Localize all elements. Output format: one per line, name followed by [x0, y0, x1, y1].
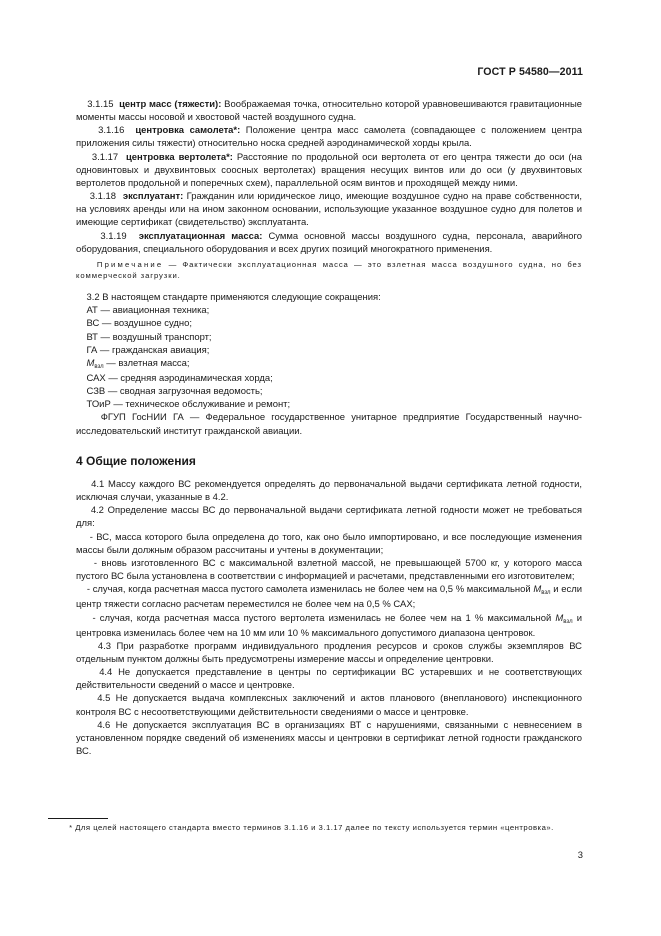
clause-4-5	[76, 692, 582, 718]
definition-text: Сумма основной массы воздушного судна, персонала, аварийного оборудования, специального оборудования и всех других позиций многократного применения.	[76, 230, 582, 255]
abbreviation-item	[76, 304, 582, 317]
abbreviation-text: САХ — средняя аэродинамическая хорда;	[86, 373, 273, 384]
clause-4-4	[76, 666, 582, 692]
definition-term: центровка вертолета*:	[126, 151, 233, 163]
section-heading: 4 Общие положения	[76, 453, 196, 468]
definition-text: Положение центра масс самолета (совпадающее с положением центра приложения силы тяжести) относительно носка средней аэродинамической хорды крыла.	[76, 125, 583, 150]
symbol-subscript: взл	[563, 618, 573, 625]
document-body	[76, 98, 582, 758]
abbreviation-item	[76, 317, 582, 330]
abbreviation-item	[76, 411, 582, 437]
note-label: Примечание	[96, 259, 164, 269]
footnote-separator	[48, 818, 108, 819]
definition-number: 3.1.18	[89, 191, 116, 203]
definition-number: 3.1.19	[100, 230, 127, 242]
clause-text: 4.2 Определение массы ВС до первоначальной выдачи сертификата летной годности может не требоваться для:	[76, 505, 582, 530]
abbreviations-intro-text: 3.2 В настоящем стандарте применяются следующие сокращения:	[86, 292, 381, 304]
clause-4-6	[76, 719, 582, 758]
definition-text: Гражданин или юридическое лицо, имеющие воздушное судно на праве собственности, на условиях аренды или на ином законном основании, использующие указанное воздушное судно для полетов и имеющие сертификат (свидетельство) эксплуатанта.	[76, 191, 582, 229]
abbreviation-text: ГА — гражданская авиация;	[86, 344, 210, 356]
abbreviation-item	[76, 398, 582, 411]
definition-term: центр масс (тяжести):	[119, 99, 222, 110]
clause-4-1	[76, 478, 582, 504]
abbreviation-item	[76, 372, 582, 385]
clause-4-2	[76, 504, 582, 530]
definition-text: Воображаемая точка, относительно которой уравновешиваются гравитационные моменты массы носовой и хвостовой частей воздушного судна.	[76, 99, 583, 124]
symbol-subscript: взл	[541, 590, 551, 597]
abbreviation-text: АТ — авиационная техника;	[86, 305, 210, 317]
bullet-text: и центровка изменилась более чем на 10 мм или 10 % максимального допустимого диапазона центровок.	[76, 612, 582, 639]
definition-term: центровка самолета*:	[135, 125, 241, 137]
definition-3-1-17	[76, 151, 582, 190]
bullet-text: - ВС, масса которого была определена до того, как оно было импортировано, и все последующие изменения массы были должным образом рассчитаны и учтены в документации;	[76, 531, 582, 556]
symbol-m: M	[86, 357, 95, 369]
abbreviation-text: — взлетная масса;	[103, 357, 190, 369]
abbreviation-item	[76, 385, 582, 398]
abbreviation-item	[76, 357, 582, 372]
abbreviation-text: ФГУП ГосНИИ ГА — Федеральное государственное унитарное предприятие Государственный научно-исследовательский институт гражданской авиации.	[76, 412, 582, 437]
clause-text: 4.3 При разработке программ индивидуального продления ресурсов и сроков службы экземпляров ВС отдельным пунктом должны быть предусмотрены измерение массы и определение центровки.	[76, 640, 582, 665]
bullet-text: - случая, когда расчетная масса пустого вертолета изменилась не более чем на 1 % максимальной	[92, 612, 556, 624]
page-number: 3	[577, 849, 583, 860]
standard-header: ГОСТ Р 54580—2011	[477, 66, 583, 78]
definition-3-1-18	[76, 190, 582, 229]
clause-text: 4.1 Массу каждого ВС рекомендуется определять до первоначальной выдачи сертификата летной годности, исключая случаи, указанные в 4.2.	[76, 478, 582, 504]
bullet-item	[76, 531, 582, 557]
definition-number: 3.1.15	[87, 99, 114, 110]
definition-3-1-16	[76, 124, 582, 150]
note	[76, 259, 582, 282]
note-text: — Фактически эксплуатационная масса — это взлетная масса воздушного судна, но без коммерческой загрузки.	[76, 259, 582, 281]
clause-text: 4.6 Не допускается эксплуатация ВС в организациях ВТ с нарушениями, связанными с невнесением в установленном порядке сведений об изменениях массы и центровки в сертификат летной годности гражданского ВС.	[76, 719, 582, 758]
bullet-item	[76, 612, 582, 640]
bullet-text: и если центр тяжести согласно расчетам переместился не более чем на 0,5 % САХ;	[76, 584, 582, 611]
definition-term: эксплуатант:	[122, 191, 184, 203]
clause-text: 4.4 Не допускается представление в центры по сертификации ВС устаревших и не соответствующих действительности сведений о массе и центровке.	[76, 667, 582, 692]
abbreviation-text: ВС — воздушное судно;	[86, 318, 192, 330]
abbreviation-text: СЗВ — сводная загрузочная ведомость;	[86, 386, 263, 398]
symbol-subscript: взл	[94, 363, 104, 370]
bullet-item	[76, 557, 582, 583]
abbreviation-item	[76, 331, 582, 344]
footnote	[48, 821, 582, 835]
bullet-item	[76, 583, 582, 611]
abbreviation-text: ВТ — воздушный транспорт;	[86, 331, 212, 343]
abbreviations-intro	[76, 291, 582, 304]
bullet-text: - случая, когда расчетная масса пустого самолета изменилась не более чем на 0,5 % максимальной	[86, 584, 534, 596]
definition-3-1-15	[76, 98, 582, 124]
clause-text: 4.5 Не допускается выдача комплексных заключений и актов планового (внепланового) инспекционного контроля ВС с несоответствующими действительности сведениями о массе и центровке.	[76, 693, 582, 718]
symbol-m: M	[555, 612, 564, 624]
definition-number: 3.1.17	[91, 151, 119, 163]
definition-3-1-19	[76, 230, 582, 256]
symbol-m: M	[533, 584, 542, 596]
clause-4-3	[76, 640, 582, 666]
abbreviation-item	[76, 344, 582, 357]
definition-text: Расстояние по продольной оси вертолета от его центра тяжести до оси (на одновинтовых и двухвинтовых соосных вертолетах) вращения несущих винтов или до оси (у двухвинтовых вертолетов продольной и поперечных схем), параллельной осям винтов и проходящей между ними.	[76, 151, 583, 189]
definition-number: 3.1.16	[98, 125, 125, 137]
footnote-text: * Для целей настоящего стандарта вместо терминов 3.1.16 и 3.1.17 далее по тексту используется термин «центровка».	[69, 823, 554, 832]
bullet-text: - вновь изготовленного ВС с максимальной взлетной массой, не превышающей 5700 кг, у которого масса пустого ВС была установлена в соответствии с информацией и расчетами, представленными его изготовителем;	[76, 557, 582, 583]
definition-term: эксплуатационная масса:	[138, 230, 263, 242]
abbreviation-text: ТОиР — техническое обслуживание и ремонт;	[86, 399, 291, 411]
